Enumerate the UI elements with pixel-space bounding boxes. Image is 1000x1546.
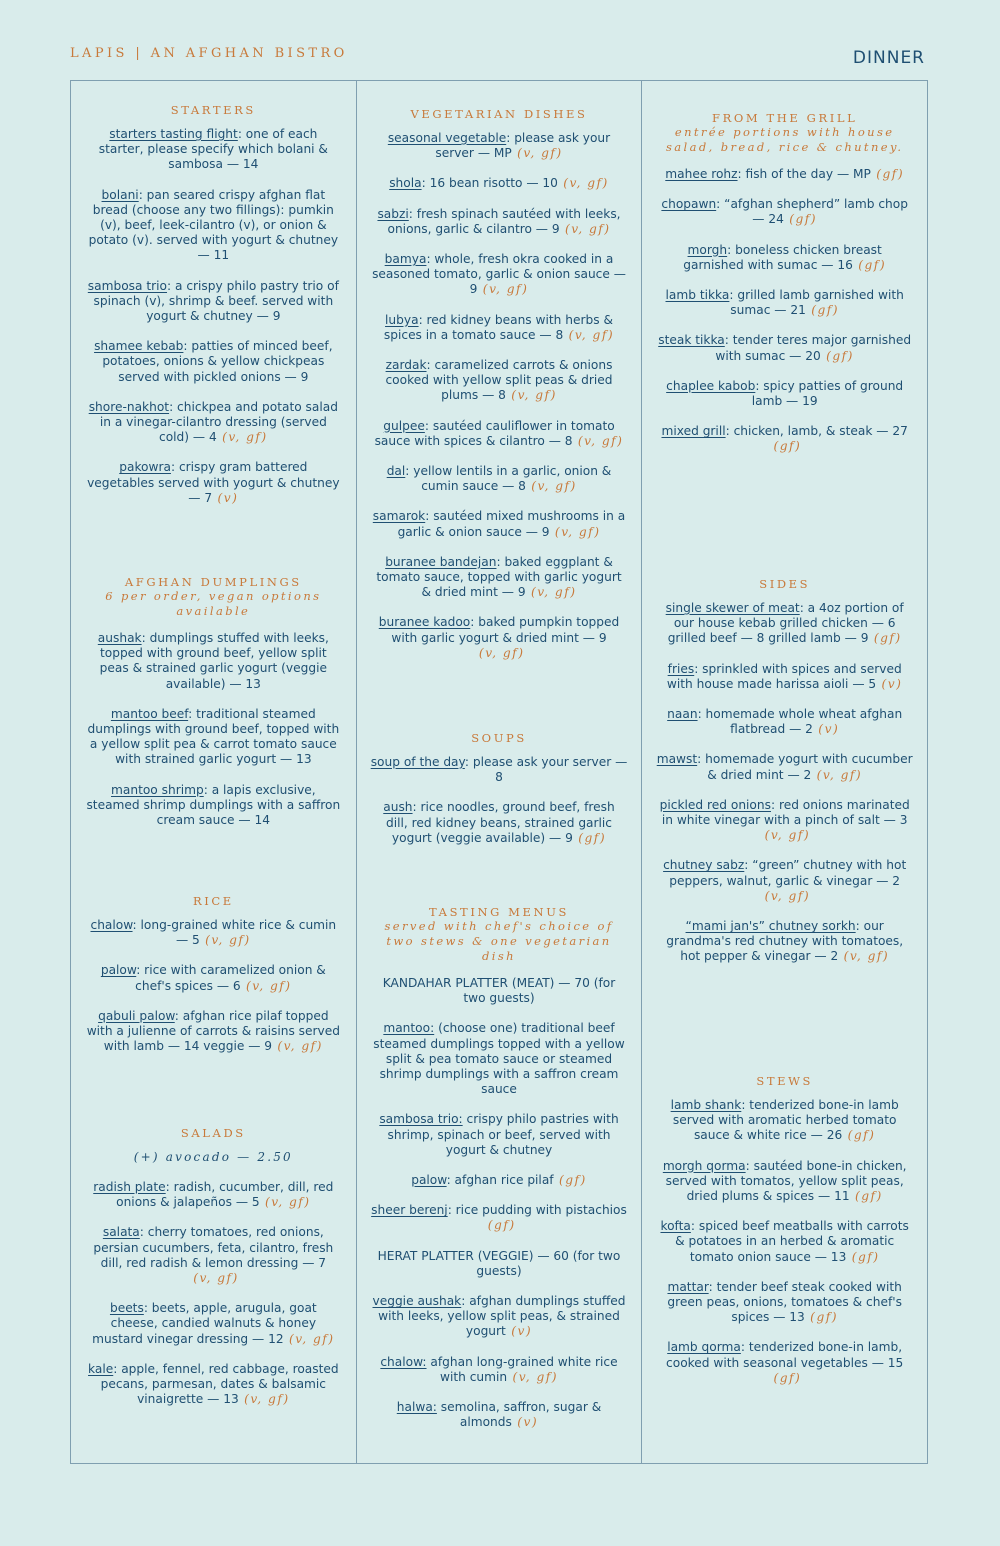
dish-name: lubya — [385, 312, 419, 327]
dietary-tag: (gf) — [842, 1128, 876, 1143]
menu-item — [85, 460, 342, 506]
dish-description: : rice noodles, ground beef, fresh dill, red kidney beans, strained garlic yogurt (veggie available) — 9 — [385, 800, 615, 845]
menu-item — [85, 1009, 342, 1055]
menu-item — [85, 1225, 342, 1286]
dietary-tag: (v, gf) — [283, 1331, 335, 1346]
dietary-tag: (v, gf) — [238, 1392, 290, 1407]
menu-item — [371, 419, 628, 449]
dish-name: buranee bandejan — [385, 554, 497, 569]
section-title: VEGETARIAN DISHES — [410, 107, 588, 121]
dish-name: shore-nakhot — [88, 399, 170, 414]
dish-name: salata — [102, 1225, 140, 1240]
dish-description: : sautéed cauliflower in tomato sauce with spices & cilantro — 8 — [374, 418, 615, 448]
dietary-tag: (v, gf) — [563, 327, 615, 342]
dish-name: morgh qorma — [662, 1158, 746, 1173]
menu-item — [85, 918, 342, 948]
section-soups — [371, 731, 628, 846]
dish-name: lamb tikka — [665, 288, 730, 303]
menu-item — [85, 1180, 342, 1210]
menu-item — [656, 333, 913, 363]
dish-name: mantoo shrimp — [111, 782, 204, 797]
section-title: SOUPS — [471, 731, 527, 745]
dietary-tag: (gf) — [482, 1218, 516, 1233]
dish-description: : baked eggplant & tomato sauce, topped with garlic yogurt & dried mint — 9 — [376, 554, 622, 600]
menu-item — [371, 313, 628, 343]
dish-description: : rice with caramelized onion & chef's spices — 6 — [135, 963, 326, 993]
dish-description: : radish, cucumber, dill, red onions & jalapeños — 5 — [116, 1180, 334, 1210]
dish-name: chalow — [90, 918, 133, 932]
dish-description: : homemade yogurt with cucumber & dried mint — 2 — [697, 752, 913, 782]
restaurant-name: LAPIS | AN AFGHAN BISTRO — [70, 46, 348, 61]
dietary-tag: (gf) — [768, 1370, 802, 1385]
section-subtitle: 6 per order, vegan options available — [105, 589, 322, 618]
dietary-tag: (v, gf) — [811, 767, 863, 782]
dish-description: (choose one) traditional beef steamed dumplings topped with a yellow split & pea tomato sauce or steamed shrimp dumplings with a saffron cream sauce — [373, 1021, 625, 1097]
dish-name: shamee kebab — [94, 339, 184, 354]
dish-description: : please ask your server — 8 — [464, 755, 628, 785]
menu-column-left — [71, 81, 356, 1463]
dish-description: : whole, fresh okra cooked in a seasoned tomato, garlic & onion sauce — 9 — [372, 252, 626, 297]
dish-name: mahee rohz — [665, 167, 738, 181]
menu-item — [371, 1173, 628, 1188]
menu-item — [371, 509, 628, 539]
dish-description: : sprinkled with spices and served with house made harissa aioli — 5 — [666, 661, 902, 691]
dish-name: zardak — [385, 358, 427, 373]
dish-name: “mami jan's” chutney sorkh — [685, 919, 856, 934]
section-title: RICE — [192, 894, 234, 908]
dish-description: : apple, fennel, red cabbage, roasted pecans, parmesan, dates & balsamic vinaigrette — 13 — [100, 1361, 339, 1407]
menu-title: DINNER — [852, 48, 925, 68]
dish-description: : one of each starter, please specify which bolani & sambosa — 14 — [98, 127, 328, 172]
dish-description: : dumplings stuffed with leeks, topped with ground beef, yellow split peas & strained garlic yogurt (veggie available) — 13 — [99, 631, 329, 691]
section-title: FROM THE GRILL — [712, 111, 858, 125]
menu-item — [371, 1355, 628, 1385]
dish-name: fries — [667, 661, 695, 676]
dish-description: : a 4oz portion of our house kebab grilled chicken — 6 grilled beef — 8 grilled lamb — 9 — [667, 601, 904, 646]
dish-description: : chickpea and potato salad in a vinegar-cilantro dressing (served cold) — 4 — [99, 399, 338, 445]
dietary-tag: (gf) — [868, 631, 902, 646]
dietary-tag: (v, gf) — [511, 146, 563, 161]
dish-name: mixed grill — [661, 424, 726, 439]
dish-description: : pan seared crispy afghan flat bread (choose any two fillings): pumkin (v), beef, leek-cilantro (v), or onion & potato (v). served with yogurt & chutney — 11 — [88, 187, 339, 263]
menu-item — [85, 783, 342, 829]
dish-description: : afghan dumplings stuffed with leeks, yellow split peas, & strained yogurt — [378, 1294, 626, 1339]
dish-description: : yellow lentils in a garlic, onion & cumin sauce — 8 — [405, 464, 612, 494]
menu-item — [656, 1219, 913, 1265]
menu-item — [85, 963, 342, 993]
dish-name: veggie aushak — [372, 1294, 462, 1309]
dietary-tag: (gf) — [572, 830, 607, 845]
menu-item — [656, 752, 913, 782]
section-title: SIDES — [759, 577, 811, 591]
menu-item — [85, 1301, 342, 1347]
dish-name: mantoo beef — [110, 706, 189, 721]
dietary-tag: (v, gf) — [187, 1271, 239, 1286]
menu-item — [371, 131, 628, 161]
dish-name: chaplee kabob — [666, 378, 756, 393]
menu-item — [371, 755, 628, 785]
dish-description: : crispy gram battered vegetables served with yogurt & chutney — 7 — [87, 460, 340, 505]
menu-item — [656, 243, 913, 273]
dish-description: : rice pudding with pistachios — [447, 1203, 627, 1218]
menu-item — [656, 919, 913, 965]
dish-name: steak tikka — [658, 333, 725, 348]
dish-name: palow — [100, 963, 137, 978]
dish-description: : fresh spinach sautéed with leeks, onions, garlic & cilantro — 9 — [387, 206, 621, 236]
dish-name: bamya — [384, 252, 427, 267]
dietary-tag: (v, gf) — [477, 282, 529, 297]
dietary-tag: (v) — [812, 722, 840, 737]
section-subtitle: entrée portions with house salad, bread, rice & chutney. — [665, 125, 904, 154]
dish-description: : a crispy philo pastry trio of spinach (v), shrimp & beef. served with yogurt & chutney — 9 — [93, 278, 339, 324]
dietary-tag: (gf) — [849, 1189, 883, 1204]
dish-description: semolina, saffron, sugar & almonds — [436, 1400, 602, 1430]
dish-name: gulpee — [383, 418, 425, 433]
dish-name: buranee kadoo — [378, 615, 471, 630]
dish-description: : “green” chutney with hot peppers, walnut, garlic & vinegar — 2 — [669, 858, 907, 888]
menu-item — [656, 707, 913, 737]
menu-column-center — [356, 81, 642, 1463]
dish-description: : tenderized bone-in lamb, cooked with seasonal vegetables — 15 — [666, 1340, 904, 1370]
dish-description: : traditional steamed dumplings with ground beef, topped with a yellow split pea & carrot tomato sauce with strained garlic yogurt — 13 — [87, 706, 340, 767]
dish-description: : red kidney beans with herbs & spices in a tomato sauce — 8 — [383, 312, 613, 342]
dish-name: shola — [389, 176, 422, 191]
dish-name: palow — [411, 1173, 447, 1188]
section-note: (+) avocado — 2.50 — [133, 1150, 293, 1164]
menu-item — [371, 252, 628, 298]
dish-name: radish plate — [93, 1180, 166, 1194]
dish-description: : afghan rice pilaf topped with a julienne of carrots & raisins served with lamb — 14 veggie — 9 — [86, 1008, 340, 1054]
dish-name: pickled red onions — [659, 797, 771, 812]
menu-item — [85, 339, 342, 385]
menu-item — [371, 615, 628, 661]
dish-name: sambosa trio — [87, 278, 168, 293]
dietary-tag: (v, gf) — [507, 1369, 559, 1384]
dish-description: : tender teres major garnished with sumac — 20 — [715, 333, 912, 363]
dish-description: : “afghan shepherd” lamb chop — 24 — [716, 197, 908, 227]
menu-item — [371, 1400, 628, 1430]
dish-name: single skewer of meat — [665, 601, 800, 615]
dish-name: naan — [667, 707, 698, 722]
dish-name: aushak — [97, 631, 142, 645]
dietary-tag: (v, gf) — [838, 949, 890, 964]
section-title: STEWS — [756, 1074, 813, 1088]
menu-item — [371, 358, 628, 404]
dish-description: : spicy patties of ground lamb — 19 — [751, 378, 904, 409]
dish-description: : spiced beef meatballs with carrots & potatoes in an herbed & aromatic tomato onion sauce — 13 — [675, 1219, 909, 1264]
menu-item — [371, 555, 628, 601]
dish-description: : a lapis exclusive, steamed shrimp dumplings with a saffron cream sauce — 14 — [86, 782, 341, 828]
dietary-tag: (gf) — [852, 257, 887, 272]
dietary-tag: (v, gf) — [272, 1039, 323, 1054]
section-subtitle: served with chef's choice of two stews & one vegetarian dish — [384, 919, 614, 963]
dish-name: dal — [386, 464, 406, 479]
dietary-tag: (v, gf) — [259, 1195, 311, 1210]
dietary-tag: (v, gf) — [525, 585, 577, 600]
dietary-tag: (gf) — [870, 167, 905, 181]
dish-description: : beets, apple, arugula, goat cheese, candied walnuts & honey mustard vinegar dressing — 12 — [92, 1301, 317, 1346]
dish-description: : grilled lamb garnished with sumac — 21 — [729, 288, 904, 318]
menu-item — [371, 1294, 628, 1340]
menu-item — [656, 379, 913, 409]
menu-item — [371, 207, 628, 237]
dish-name: soup of the day — [370, 755, 465, 769]
dietary-tag: (v, gf) — [473, 645, 525, 660]
dietary-tag: (v, gf) — [240, 978, 292, 993]
dish-name: starters tasting flight — [109, 127, 238, 141]
dietary-tag: (gf) — [553, 1173, 587, 1188]
menu-item — [85, 400, 342, 446]
menu-item — [85, 279, 342, 325]
dietary-tag: (v, gf) — [559, 221, 611, 236]
menu-item — [85, 127, 342, 173]
menu-item — [85, 707, 342, 768]
dish-name: bolani — [101, 187, 139, 202]
dietary-tag: (v, gf) — [572, 433, 624, 448]
dietary-tag: (gf) — [768, 439, 802, 454]
section-rice — [85, 894, 342, 1054]
menu-item — [656, 601, 913, 647]
dish-name: sheer berenj — [371, 1203, 448, 1218]
dish-description: : chicken, lamb, & steak — 27 — [725, 424, 908, 439]
dish-description: : caramelized carrots & onions cooked with yellow split peas & dried plums — 8 — [385, 358, 613, 403]
dietary-tag: (gf) — [820, 348, 854, 363]
menu-item — [656, 288, 913, 318]
menu-item — [371, 1021, 628, 1097]
dish-description: : fish of the day — MP — [737, 167, 871, 181]
dish-description: crispy philo pastries with shrimp, spinach or beef, served with yogurt & chutney — [387, 1112, 619, 1157]
dish-name: morgh — [687, 242, 728, 257]
dietary-tag: (v, gf) — [525, 479, 577, 494]
section-salads — [85, 1126, 342, 1407]
menu-item — [656, 197, 913, 227]
dish-name: qabuli palow — [98, 1008, 175, 1023]
dish-description: : afghan rice pilaf — [446, 1173, 554, 1188]
dish-name: samarok — [372, 509, 426, 524]
dietary-tag: (gf) — [846, 1249, 880, 1264]
section-sides — [656, 577, 913, 965]
section-starters — [85, 103, 342, 506]
dish-name: kofta — [660, 1219, 691, 1234]
menu-item — [656, 1280, 913, 1326]
menu-item — [371, 800, 628, 846]
dish-description: : patties of minced beef, potatoes, onions & yellow chickpeas served with pickled onions — 9 — [102, 339, 333, 384]
menu-item — [85, 188, 342, 264]
dish-description: afghan long-grained white rice with cumin — [426, 1354, 618, 1384]
menu-frame — [70, 80, 928, 1464]
dietary-tag: (v, gf) — [216, 430, 268, 445]
section-vegetarian-dishes — [371, 107, 628, 661]
dish-name: mawst — [656, 752, 698, 767]
platter-heading: KANDAHAR PLATTER (MEAT) — 70 (for two guests) — [382, 976, 616, 1006]
dish-name: chopawn — [661, 197, 717, 212]
menu-item — [371, 176, 628, 191]
dish-description: : boneless chicken breast garnished with sumac — 16 — [683, 242, 882, 272]
dish-description: : baked pumpkin topped with garlic yogurt & dried mint — 9 — [391, 615, 620, 645]
dish-name: chutney sabz — [663, 858, 745, 873]
dish-name: sabzi — [377, 206, 409, 221]
dish-description: : homemade whole wheat afghan flatbread — 2 — [697, 707, 903, 737]
dish-description: : red onions marinated in white vinegar with a pinch of salt — 3 — [661, 797, 910, 828]
menu-item — [656, 662, 913, 692]
dietary-tag: (v, gf) — [759, 888, 811, 903]
dietary-tag: (v) — [511, 1415, 539, 1430]
dish-description: : tenderized bone-in lamb served with aromatic herbed tomato sauce & white rice — 26 — [672, 1098, 899, 1143]
dish-name: lamb qorma — [667, 1340, 741, 1355]
menu-item — [656, 167, 913, 182]
dish-description: : our grandma's red chutney with tomatoes, hot pepper & vinegar — 2 — [666, 919, 904, 964]
dish-description: : 16 bean risotto — 10 — [421, 176, 558, 191]
menu-item — [85, 631, 342, 692]
dietary-tag: (gf) — [783, 212, 818, 227]
dietary-tag: (v) — [505, 1324, 533, 1339]
dish-name: beets — [109, 1301, 144, 1316]
dish-description: : cherry tomatoes, red onions, persian cucumbers, feta, cilantro, fresh dill, red radish & lemon dressing — 7 — [93, 1225, 334, 1270]
dish-name: chalow: — [380, 1354, 427, 1369]
dietary-tag: (v, gf) — [199, 933, 251, 948]
menu-item — [85, 1362, 342, 1408]
dish-description: : tender beef steak cooked with green peas, onions, tomatoes & chef's spices — 13 — [667, 1279, 902, 1325]
dish-name: seasonal vegetable — [387, 131, 507, 145]
dietary-tag: (v, gf) — [505, 388, 557, 403]
menu-item — [656, 1098, 913, 1144]
dish-name: halwa: — [396, 1400, 437, 1415]
dish-name: pakowra — [119, 460, 171, 475]
platter-heading: HERAT PLATTER (VEGGIE) — 60 (for two guests) — [377, 1248, 621, 1278]
menu-item — [656, 424, 913, 454]
dish-description: : please ask your server — MP — [435, 131, 611, 161]
dish-name: mantoo: — [383, 1021, 435, 1036]
menu-item — [656, 858, 913, 904]
menu-item — [656, 1159, 913, 1205]
dietary-tag: (v, gf) — [557, 176, 609, 191]
menu-item — [371, 1203, 628, 1233]
dietary-tag: (v) — [876, 676, 903, 691]
dietary-tag: (gf) — [804, 1310, 839, 1325]
menu-item — [656, 1340, 913, 1386]
section-title: STARTERS — [170, 103, 256, 117]
dish-name: kale — [88, 1361, 114, 1376]
dish-description: : sautéed bone-in chicken, served with tomatos, yellow split peas, dried plums & spices — 11 — [665, 1158, 907, 1204]
dish-description: : long-grained white rice & cumin — 5 — [132, 918, 337, 948]
dietary-tag: (v, gf) — [549, 524, 601, 539]
menu-column-right — [641, 81, 927, 1463]
menu-item — [371, 1112, 628, 1158]
section-title: SALADS — [180, 1126, 246, 1140]
dish-name: lamb shank — [670, 1098, 742, 1112]
dietary-tag: (v) — [212, 490, 239, 505]
section-tasting-menus — [371, 905, 628, 1430]
dish-name: aush — [383, 800, 413, 815]
menu-item — [371, 464, 628, 494]
menu-item — [656, 798, 913, 844]
dish-name: mattar — [667, 1279, 709, 1294]
section-from-the-grill — [656, 111, 913, 455]
dietary-tag: (gf) — [805, 303, 840, 318]
dietary-tag: (v, gf) — [759, 828, 811, 843]
section-stews — [656, 1074, 913, 1386]
section-title: AFGHAN DUMPLINGS — [124, 575, 302, 589]
dish-description: : sautéed mixed mushrooms in a garlic & onion sauce — 9 — [397, 509, 626, 539]
section-title: TASTING MENUS — [429, 905, 569, 919]
section-afghan-dumplings — [85, 575, 342, 828]
dish-name: sambosa trio: — [379, 1112, 463, 1127]
